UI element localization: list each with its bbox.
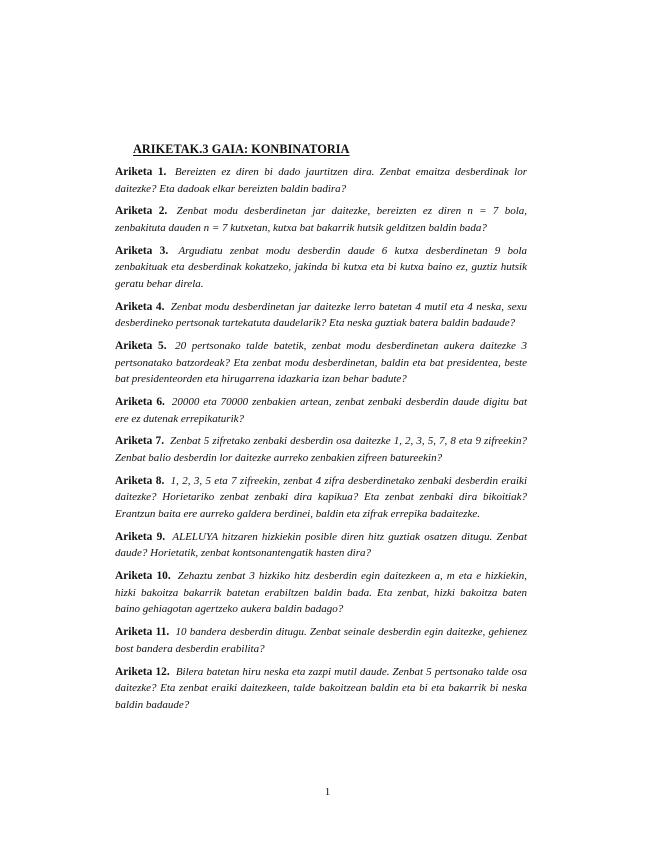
exercise-text: 20 pertsonako talde batetik, zenbat modu desberdinetan aukera daitezke 3 pertsonatako batzordeak? Eta zenbat modu desberdinetan, baldin eta bat presidentea, beste bat presidenteorden eta hirugarrena idazkaria izan behar badute? xyxy=(115,340,527,386)
exercise-12 xyxy=(115,664,527,714)
exercise-text: 20000 eta 70000 zenbakien artean, zenbat zenbaki desberdin daude digitu bat ere ez dutenak errepikaturik? xyxy=(115,396,527,425)
exercise-text: 1, 2, 3, 5 eta 7 zifreekin, zenbat 4 zifra desberdinetako zenbaki desberdin eraiki daitezke? Horietariko zenbat zenbaki dira kapikua? Eta zenbat zenbaki dira bikoitiak? Erantzun baita ere aurreko galdera berdinei, baldin eta zifrak errepika badaitezke. xyxy=(115,474,527,520)
exercise-label: Ariketa 11. xyxy=(115,626,170,639)
exercise-label: Ariketa 12. xyxy=(115,665,170,678)
exercise-label: Ariketa 2. xyxy=(115,205,168,218)
exercise-list xyxy=(115,164,527,719)
exercise-label: Ariketa 8. xyxy=(115,474,165,487)
exercise-6 xyxy=(115,394,527,427)
exercise-label: Ariketa 1. xyxy=(115,166,167,178)
exercise-text: 10 bandera desberdin ditugu. Zenbat seinale desberdin egin daitezke, gehienez bost bandera desberdin erabilita? xyxy=(115,626,527,655)
exercise-text: Argudiatu zenbat modu desberdin daude 6 kutxa desberdinetan 9 bola zenbakituak eta desberdinak kokatzeko, jakinda bi kutxa eta bi kutxa baino ez, guztiz hutsik geratu behar direla. xyxy=(115,244,528,290)
exercise-text: ALELUYA hitzaren hizkiekin posible diren hitz guztiak osatzen ditugu. Zenbat daude? Horietatik, zenbat kontsonantengatik hasten dira? xyxy=(115,530,528,560)
exercise-4 xyxy=(115,299,527,332)
exercise-text: Zenbat modu desberdinetan jar daitezke lerro batetan 4 mutil eta 4 neska, sexu desberdineko pertsonak tartekatuta daudelarik? Eta neska guztiak batera baldin badaude? xyxy=(115,300,527,330)
exercise-label: Ariketa 3. xyxy=(115,244,169,257)
exercise-label: Ariketa 10. xyxy=(115,570,171,583)
exercise-10 xyxy=(115,568,527,618)
page-title: ARIKETAK.3 GAIA: KONBINATORIA xyxy=(133,142,350,156)
exercise-text: Zenbat modu desberdinetan jar daitezke, bereizten ez diren n = 7 bola, zenbakituta dauden n = 7 kutxetan, kutxa bat bakarrik hutsik gelditzen baldin bada? xyxy=(115,205,528,234)
exercise-9 xyxy=(115,529,527,562)
exercise-8 xyxy=(115,473,527,523)
exercise-text: Zehaztu zenbat 3 hizkiko hitz desberdin egin daitezkeen a, m eta e hizkiekin, hizki bakoitza bakarrik batetan erabiltzen baldin bada. Eta zenbat, hizki bakoitza baten baino gehiagotan agertzeko aukera baldin badago? xyxy=(115,570,527,616)
exercise-text: Zenbat 5 zifretako zenbaki desberdin osa daitezke 1, 2, 3, 5, 7, 8 eta 9 zifreekin? Zenbat balio desberdin lor daitezke aurreko zenbakien zifreen batureekin? xyxy=(115,435,527,465)
exercise-text: Bereizten ez diren bi dado jaurtitzen dira. Zenbat emaitza desberdinak lor daitezke? Eta dadoak elkar bereizten baldin badira? xyxy=(115,166,528,195)
exercise-1 xyxy=(115,164,527,197)
exercise-label: Ariketa 7. xyxy=(115,435,165,448)
exercise-label: Ariketa 5. xyxy=(115,340,167,353)
exercise-3 xyxy=(115,243,527,293)
exercise-11 xyxy=(115,624,527,657)
exercise-label: Ariketa 9. xyxy=(115,530,166,543)
page-number: 1 xyxy=(324,786,331,798)
exercise-label: Ariketa 4. xyxy=(115,300,165,313)
exercise-5 xyxy=(115,338,527,388)
exercise-label: Ariketa 6. xyxy=(115,396,165,409)
exercise-text: Bilera batetan hiru neska eta zazpi mutil daude. Zenbat 5 pertsonako talde osa daitezke? Eta zenbat eraiki daitezkeen, talde bakoitzean baldin eta bi eta bakarrik bi neska baldin badaude? xyxy=(115,665,528,711)
exercise-2 xyxy=(115,203,527,236)
exercise-7 xyxy=(115,433,527,466)
